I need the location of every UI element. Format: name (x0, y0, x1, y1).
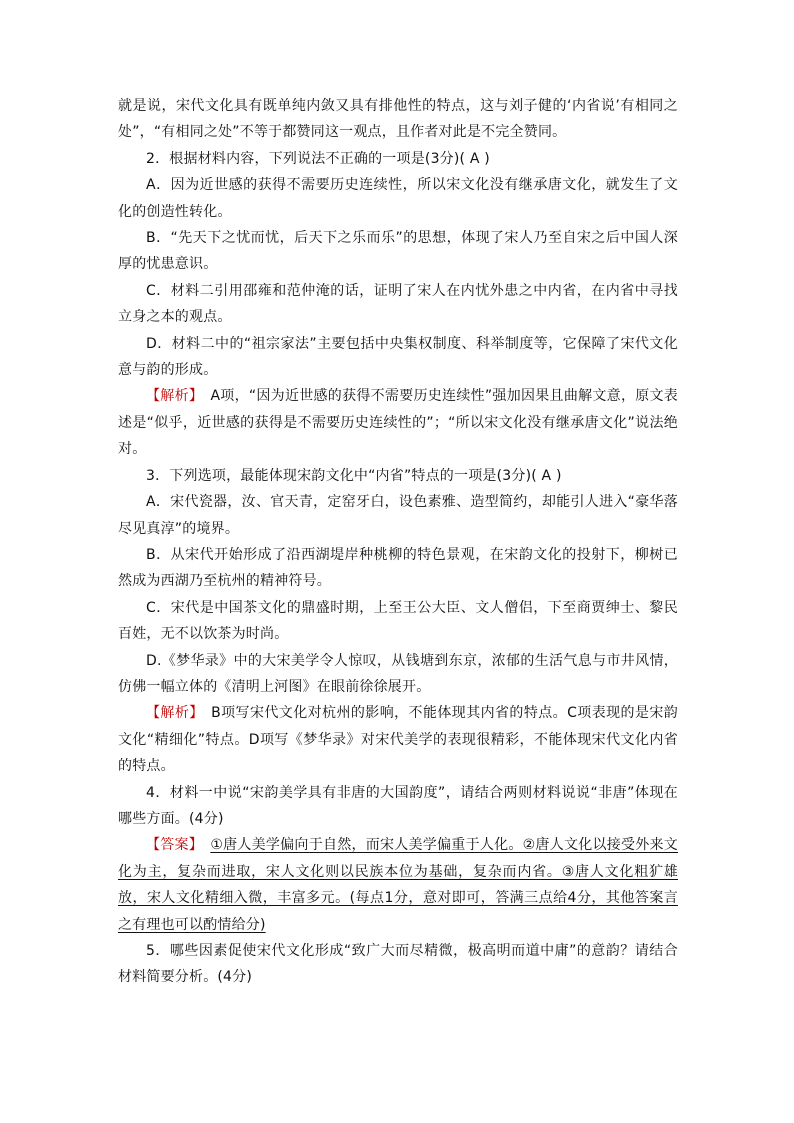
question-3-analysis (118, 700, 678, 779)
question-3-option-a: A．宋代瓷器，汝、官天青，定窑牙白，设色素雅、造型简约，却能引人进入“豪华落尽见真淳”的境界。 (118, 494, 678, 537)
question-3-option-d: D.《梦华录》中的大宋美学令人惊叹，从钱塘到东京，浓郁的生活气息与市井风情，仿佛一幅立体的《清明上河图》在眼前徐徐展开。 (118, 652, 678, 695)
intro-paragraph: 就是说，宋代文化具有既单纯内敛又具有排他性的特点，这与刘子健的‘内省说’有相同之处”，“有相同之处”不等于都赞同这一观点，且作者对此是不完全赞同。 (118, 98, 678, 141)
question-2-stem: 2．根据材料内容，下列说法不正确的一项是(3分)( A ) (146, 150, 490, 167)
question-4-answer (118, 832, 678, 938)
question-3-stem: 3．下列选项，最能体现宋韵文化中“内省”特点的一项是(3分)( A ) (146, 467, 562, 484)
question-2-analysis-text: A项，“因为近世感的获得不需要历史连续性”强加因果且曲解文意，原文表述是“似乎，近世感的获得是不需要历史连续性的”；“所以宋文化没有继承唐文化”说法绝对。 (118, 388, 679, 458)
document-page (118, 93, 678, 991)
question-2-option-d: D．材料二中的“祖宗家法”主要包括中央集权制度、科举制度等，它保障了宋代文化意与韵的形成。 (118, 335, 678, 379)
question-2-option-c: C．材料二引用邵雍和范仲淹的话，证明了宋人在内忧外患之中内省，在内省中寻找立身之本的观点。 (118, 282, 678, 326)
question-2-option-a: A．因为近世感的获得不需要历史连续性，所以宋文化没有继承唐文化，就发生了文化的创造性转化。 (118, 177, 678, 220)
question-3-analysis-text: B项写宋代文化对杭州的影响，不能体现其内省的特点。C项表现的是宋韵文化“精细化”特点。D项写《梦华录》对宋代美学的表现很精彩，不能体现宋代文化内省的特点。 (118, 705, 678, 775)
answer-tag: 【答案】 (146, 837, 197, 854)
question-4 (118, 780, 678, 938)
analysis-tag: 【解析】 (146, 388, 197, 405)
question-2 (118, 146, 678, 463)
question-3-option-c: C．宋代是中国茶文化的鼎盛时期，上至王公大臣、文人僧侣，下至商贾绅士、黎民百姓，无不以饮茶为时尚。 (118, 599, 678, 643)
question-4-stem: 4．材料一中说“宋韵美学具有非唐的大国韵度”，请结合两则材料说说“非唐”体现在哪些方面。(4分) (118, 784, 678, 827)
question-2-analysis (118, 383, 678, 462)
question-3 (118, 463, 678, 780)
question-5-stem: 5．哪些因素促使宋代文化形成“致广大而尽精微，极高明而道中庸”的意韵？请结合材料简要分析。(4分) (118, 943, 678, 986)
question-5 (118, 938, 678, 991)
question-3-option-b: B．从宋代开始形成了沿西湖堤岸种桃柳的特色景观，在宋韵文化的投射下，柳树已然成为西湖乃至杭州的精神符号。 (118, 546, 678, 590)
question-2-option-b: B．“先天下之忧而忧，后天下之乐而乐”的思想，体现了宋人乃至自宋之后中国人深厚的忧患意识。 (118, 230, 678, 273)
analysis-tag: 【解析】 (146, 705, 197, 722)
question-4-answer-text: ①唐人美学偏向于自然，而宋人美学偏重于人化。②唐人文化以接受外来文化为主，复杂而进取，宋人文化则以民族本位为基础，复杂而内省。③唐人文化粗犷雄放，宋人文化精细入微，丰富多元。(每点1分，意对即可，答满三点给4分，其他答案言之有理也可以酌情给分) (118, 837, 678, 933)
